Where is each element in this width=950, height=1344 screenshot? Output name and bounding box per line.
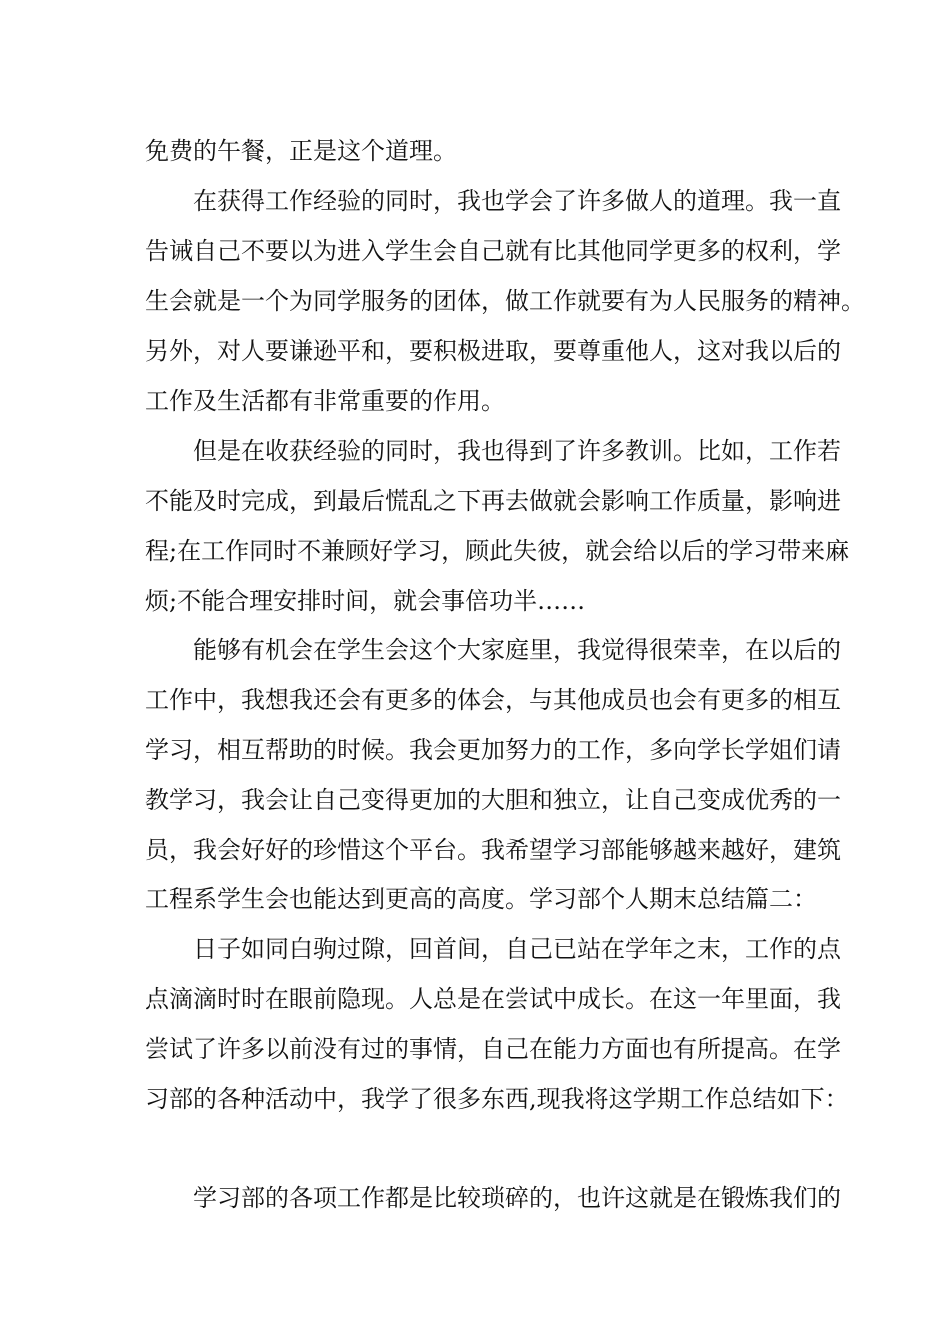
paragraph-first-line: 学习部的各项工作都是比较琐碎的，也许这就是在锻炼我们的 [193, 1184, 841, 1212]
text-line: 生会就是一个为同学服务的团体，做工作就要有为人民服务的精神。 [145, 287, 865, 315]
paragraph-first-line: 在获得工作经验的同时，我也学会了许多做人的道理。我一直 [193, 187, 841, 215]
paragraph-first-line: 能够有机会在学生会这个大家庭里，我觉得很荣幸，在以后的 [193, 636, 841, 664]
paragraph-first-line: 但是在收获经验的同时，我也得到了许多教训。比如，工作若 [193, 437, 841, 465]
text-line: 不能及时完成，到最后慌乱之下再去做就会影响工作质量，影响进 [145, 487, 841, 515]
paragraph-first-line: 日子如同白驹过隙，回首间，自己已站在学年之末，工作的点 [193, 935, 841, 963]
text-line: 另外，对人要谦逊平和，要积极进取，要尊重他人，这对我以后的 [145, 337, 841, 365]
text-line: 工作及生活都有非常重要的作用。 [145, 387, 505, 415]
text-line: 员，我会好好的珍惜这个平台。我希望学习部能够越来越好，建筑 [145, 836, 841, 864]
text-line: 点滴滴时时在眼前隐现。人总是在尝试中成长。在这一年里面，我 [145, 985, 841, 1013]
text-line: 习部的各种活动中，我学了很多东西,现我将这学期工作总结如下： [145, 1085, 849, 1113]
text-line: 学习，相互帮助的时候。我会更加努力的工作，多向学长学姐们请 [145, 736, 841, 764]
text-line: 烦;不能合理安排时间，就会事倍功半…… [145, 587, 586, 615]
text-line: 工作中，我想我还会有更多的体会，与其他成员也会有更多的相互 [145, 686, 841, 714]
text-line: 工程系学生会也能达到更高的高度。学习部个人期末总结篇二： [145, 885, 817, 913]
text-line: 教学习，我会让自己变得更加的大胆和独立，让自己变成优秀的一 [145, 786, 841, 814]
text-line: 尝试了许多以前没有过的事情，自己在能力方面也有所提高。在学 [145, 1035, 841, 1063]
text-line: 程;在工作同时不兼顾好学习，顾此失彼，就会给以后的学习带来麻 [145, 537, 850, 565]
text-line: 免费的午餐，正是这个道理。 [145, 137, 457, 165]
text-line: 告诫自己不要以为进入学生会自己就有比其他同学更多的权利，学 [145, 237, 841, 265]
